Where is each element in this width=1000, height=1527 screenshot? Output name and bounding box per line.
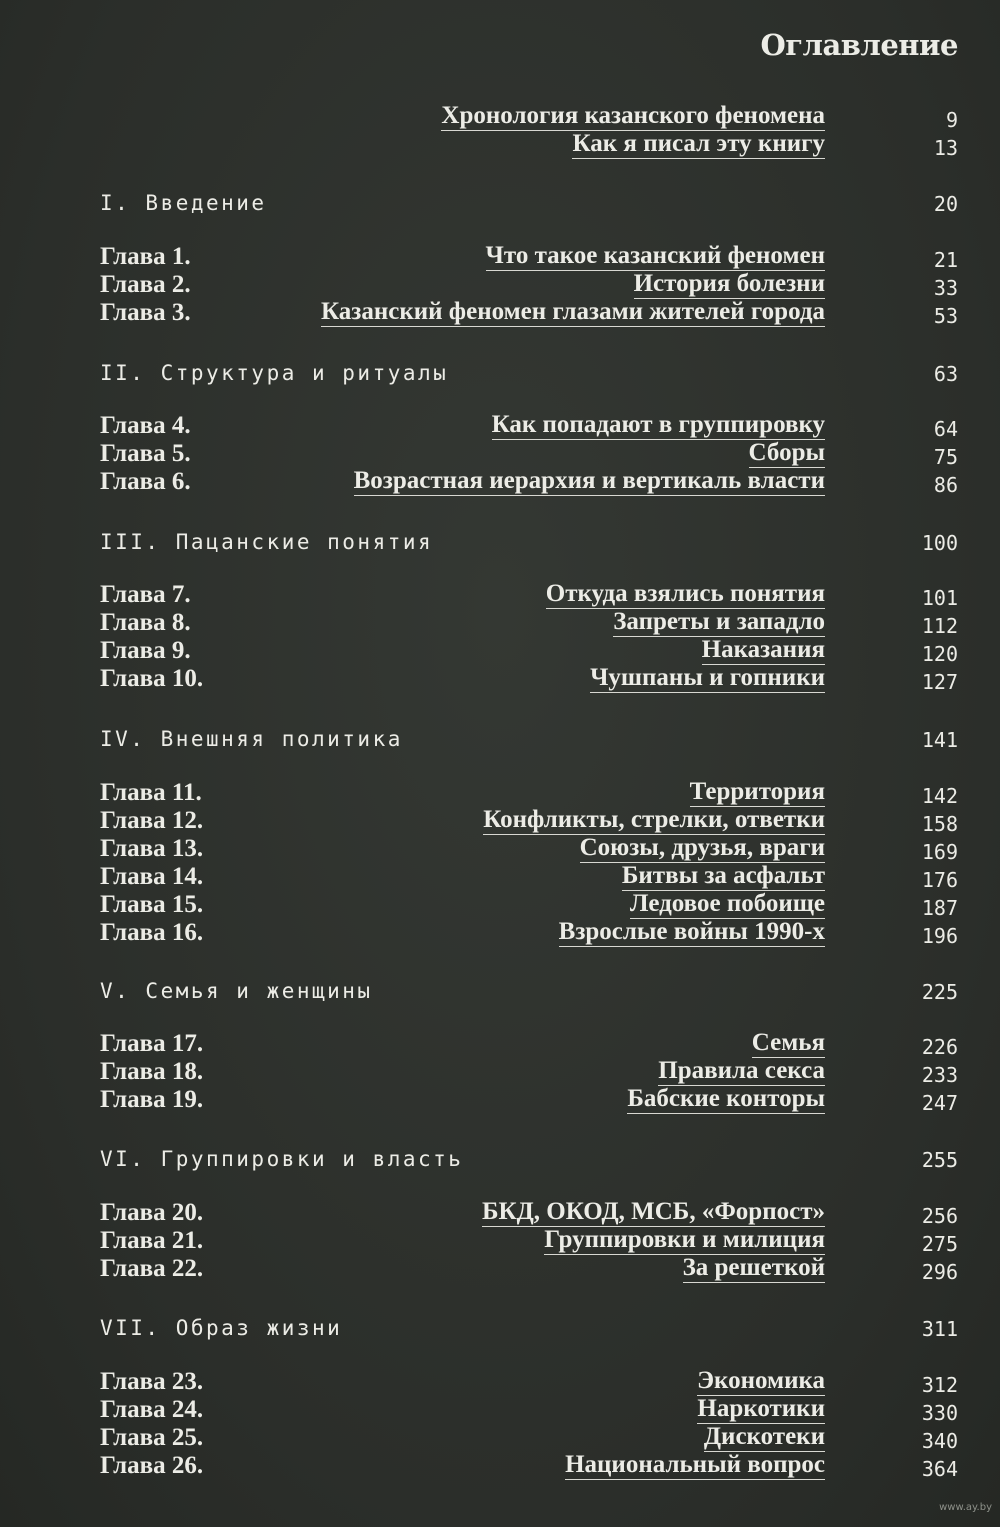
chapter-title: Сборы — [748, 439, 825, 466]
chapter-label: Глава 16. — [100, 919, 204, 946]
entry-page: 9 — [945, 108, 958, 132]
chapter-entry[interactable] — [0, 1199, 1000, 1227]
chapter-label: Глава 6. — [100, 468, 191, 495]
part-heading[interactable] — [0, 357, 1000, 385]
part-title: V. Семья и женщины — [100, 979, 373, 1003]
chapter-title: Дискотеки — [703, 1423, 825, 1450]
chapter-page: 330 — [921, 1401, 958, 1425]
chapter-page: 158 — [921, 812, 958, 836]
chapter-label: Глава 23. — [100, 1368, 204, 1395]
chapter-label: Глава 20. — [100, 1199, 204, 1226]
chapter-label: Глава 17. — [100, 1030, 204, 1057]
chapter-title: Запреты и западло — [613, 608, 825, 635]
chapter-page: 112 — [921, 614, 958, 638]
chapter-page: 64 — [933, 417, 958, 441]
chapter-page: 233 — [921, 1063, 958, 1087]
chapter-label: Глава 5. — [100, 440, 191, 467]
chapter-entry[interactable] — [0, 863, 1000, 891]
chapter-title: Бабские конторы — [627, 1085, 825, 1112]
chapter-page: 120 — [921, 642, 958, 666]
chapter-entry[interactable] — [0, 807, 1000, 835]
chapter-page: 142 — [921, 784, 958, 808]
watermark: www.ay.by — [939, 1502, 992, 1513]
chapter-entry[interactable] — [0, 1452, 1000, 1480]
chapter-entry[interactable] — [0, 1396, 1000, 1424]
chapter-title: Битвы за асфальт — [621, 862, 825, 889]
chapter-title: Конфликты, стрелки, ответки — [483, 806, 825, 833]
chapter-title: История болезни — [633, 270, 825, 297]
chapter-page: 340 — [921, 1429, 958, 1453]
chapter-title: Казанский феномен глазами жителей города — [321, 298, 825, 325]
chapter-label: Глава 22. — [100, 1255, 204, 1282]
part-heading[interactable] — [0, 1143, 1000, 1171]
chapter-title: Ледовое побоище — [629, 890, 825, 917]
chapter-label: Глава 25. — [100, 1424, 204, 1451]
chapter-page: 86 — [933, 473, 958, 497]
chapter-title: За решеткой — [682, 1254, 825, 1281]
chapter-label: Глава 7. — [100, 581, 191, 608]
chapter-label: Глава 8. — [100, 609, 191, 636]
chapter-title: Экономика — [697, 1367, 825, 1394]
chapter-entry[interactable] — [0, 1227, 1000, 1255]
chapter-title: Откуда взялись понятия — [545, 580, 825, 607]
chapter-page: 21 — [933, 248, 958, 272]
chapter-title: Семья — [751, 1029, 825, 1056]
part-page: 255 — [921, 1148, 958, 1172]
chapter-title: Наказания — [701, 636, 825, 663]
chapter-entry[interactable] — [0, 609, 1000, 637]
chapter-entry[interactable] — [0, 1086, 1000, 1114]
chapter-page: 101 — [921, 586, 958, 610]
part-page: 63 — [933, 362, 958, 386]
chapter-label: Глава 9. — [100, 637, 191, 664]
chapter-entry[interactable] — [0, 779, 1000, 807]
chapter-entry[interactable] — [0, 440, 1000, 468]
chapter-page: 187 — [921, 896, 958, 920]
part-page: 141 — [921, 728, 958, 752]
chapter-label: Глава 10. — [100, 665, 204, 692]
part-title: III. Пацанские понятия — [100, 530, 434, 554]
entry-page: 13 — [933, 136, 958, 160]
chapter-entry[interactable] — [0, 891, 1000, 919]
chapter-page: 364 — [921, 1457, 958, 1481]
chapter-page: 127 — [921, 670, 958, 694]
chapter-label: Глава 2. — [100, 271, 191, 298]
page-title: Оглавление — [760, 28, 958, 62]
part-heading[interactable] — [0, 187, 1000, 215]
chapter-title: Возрастная иерархия и вертикаль власти — [353, 467, 825, 494]
chapter-title: Союзы, друзья, враги — [579, 834, 825, 861]
part-heading[interactable] — [0, 1312, 1000, 1340]
part-page: 225 — [921, 980, 958, 1004]
chapter-page: 296 — [921, 1260, 958, 1284]
chapter-entry[interactable] — [0, 1058, 1000, 1086]
part-heading[interactable] — [0, 975, 1000, 1003]
chapter-title: Территория — [689, 778, 825, 805]
chapter-entry[interactable] — [0, 665, 1000, 693]
chapter-label: Глава 12. — [100, 807, 204, 834]
part-heading[interactable] — [0, 723, 1000, 751]
chapter-page: 312 — [921, 1373, 958, 1397]
toc-entry[interactable] — [0, 103, 1000, 131]
chapter-entry[interactable] — [0, 1368, 1000, 1396]
chapter-page: 247 — [921, 1091, 958, 1115]
chapter-label: Глава 13. — [100, 835, 204, 862]
chapter-entry[interactable] — [0, 299, 1000, 327]
entry-title: Хронология казанского феномена — [441, 102, 825, 129]
chapter-label: Глава 14. — [100, 863, 204, 890]
part-heading[interactable] — [0, 526, 1000, 554]
chapter-title: Правила секса — [658, 1057, 825, 1084]
chapter-title: БКД, ОКОД, МСБ, «Форпост» — [481, 1198, 825, 1225]
chapter-page: 275 — [921, 1232, 958, 1256]
chapter-entry[interactable] — [0, 637, 1000, 665]
part-page: 311 — [921, 1317, 958, 1341]
chapter-entry[interactable] — [0, 468, 1000, 496]
chapter-page: 53 — [933, 304, 958, 328]
chapter-title: Чушпаны и гопники — [590, 664, 825, 691]
chapter-page: 169 — [921, 840, 958, 864]
chapter-title: Как попадают в группировку — [491, 411, 825, 438]
chapter-label: Глава 15. — [100, 891, 204, 918]
chapter-title: Группировки и милиция — [544, 1226, 825, 1253]
toc-entry[interactable] — [0, 131, 1000, 159]
chapter-entry[interactable] — [0, 581, 1000, 609]
part-title: VI. Группировки и власть — [100, 1147, 464, 1171]
chapter-page: 226 — [921, 1035, 958, 1059]
chapter-entry[interactable] — [0, 1030, 1000, 1058]
chapter-entry[interactable] — [0, 1424, 1000, 1452]
part-title: I. Введение — [100, 191, 267, 215]
chapter-page: 33 — [933, 276, 958, 300]
chapter-label: Глава 19. — [100, 1086, 204, 1113]
chapter-entry[interactable] — [0, 412, 1000, 440]
chapter-label: Глава 24. — [100, 1396, 204, 1423]
chapter-entry[interactable] — [0, 271, 1000, 299]
chapter-label: Глава 1. — [100, 243, 191, 270]
part-title: IV. Внешняя политика — [100, 727, 403, 751]
chapter-label: Глава 11. — [100, 779, 202, 806]
chapter-page: 75 — [933, 445, 958, 469]
part-title: II. Структура и ритуалы — [100, 361, 449, 385]
chapter-entry[interactable] — [0, 243, 1000, 271]
chapter-label: Глава 21. — [100, 1227, 204, 1254]
chapter-entry[interactable] — [0, 835, 1000, 863]
chapter-label: Глава 26. — [100, 1452, 204, 1479]
part-page: 100 — [921, 531, 958, 555]
chapter-entry[interactable] — [0, 1255, 1000, 1283]
chapter-entry[interactable] — [0, 919, 1000, 947]
chapter-label: Глава 4. — [100, 412, 191, 439]
part-title: VII. Образ жизни — [100, 1316, 343, 1340]
part-page: 20 — [933, 192, 958, 216]
chapter-label: Глава 18. — [100, 1058, 204, 1085]
chapter-page: 196 — [921, 924, 958, 948]
chapter-title: Что такое казанский феномен — [485, 242, 825, 269]
chapter-title: Взрослые войны 1990-х — [558, 918, 825, 945]
chapter-title: Национальный вопрос — [565, 1451, 825, 1478]
chapter-page: 176 — [921, 868, 958, 892]
chapter-page: 256 — [921, 1204, 958, 1228]
chapter-label: Глава 3. — [100, 299, 191, 326]
chapter-title: Наркотики — [697, 1395, 825, 1422]
entry-title: Как я писал эту книгу — [572, 130, 825, 157]
